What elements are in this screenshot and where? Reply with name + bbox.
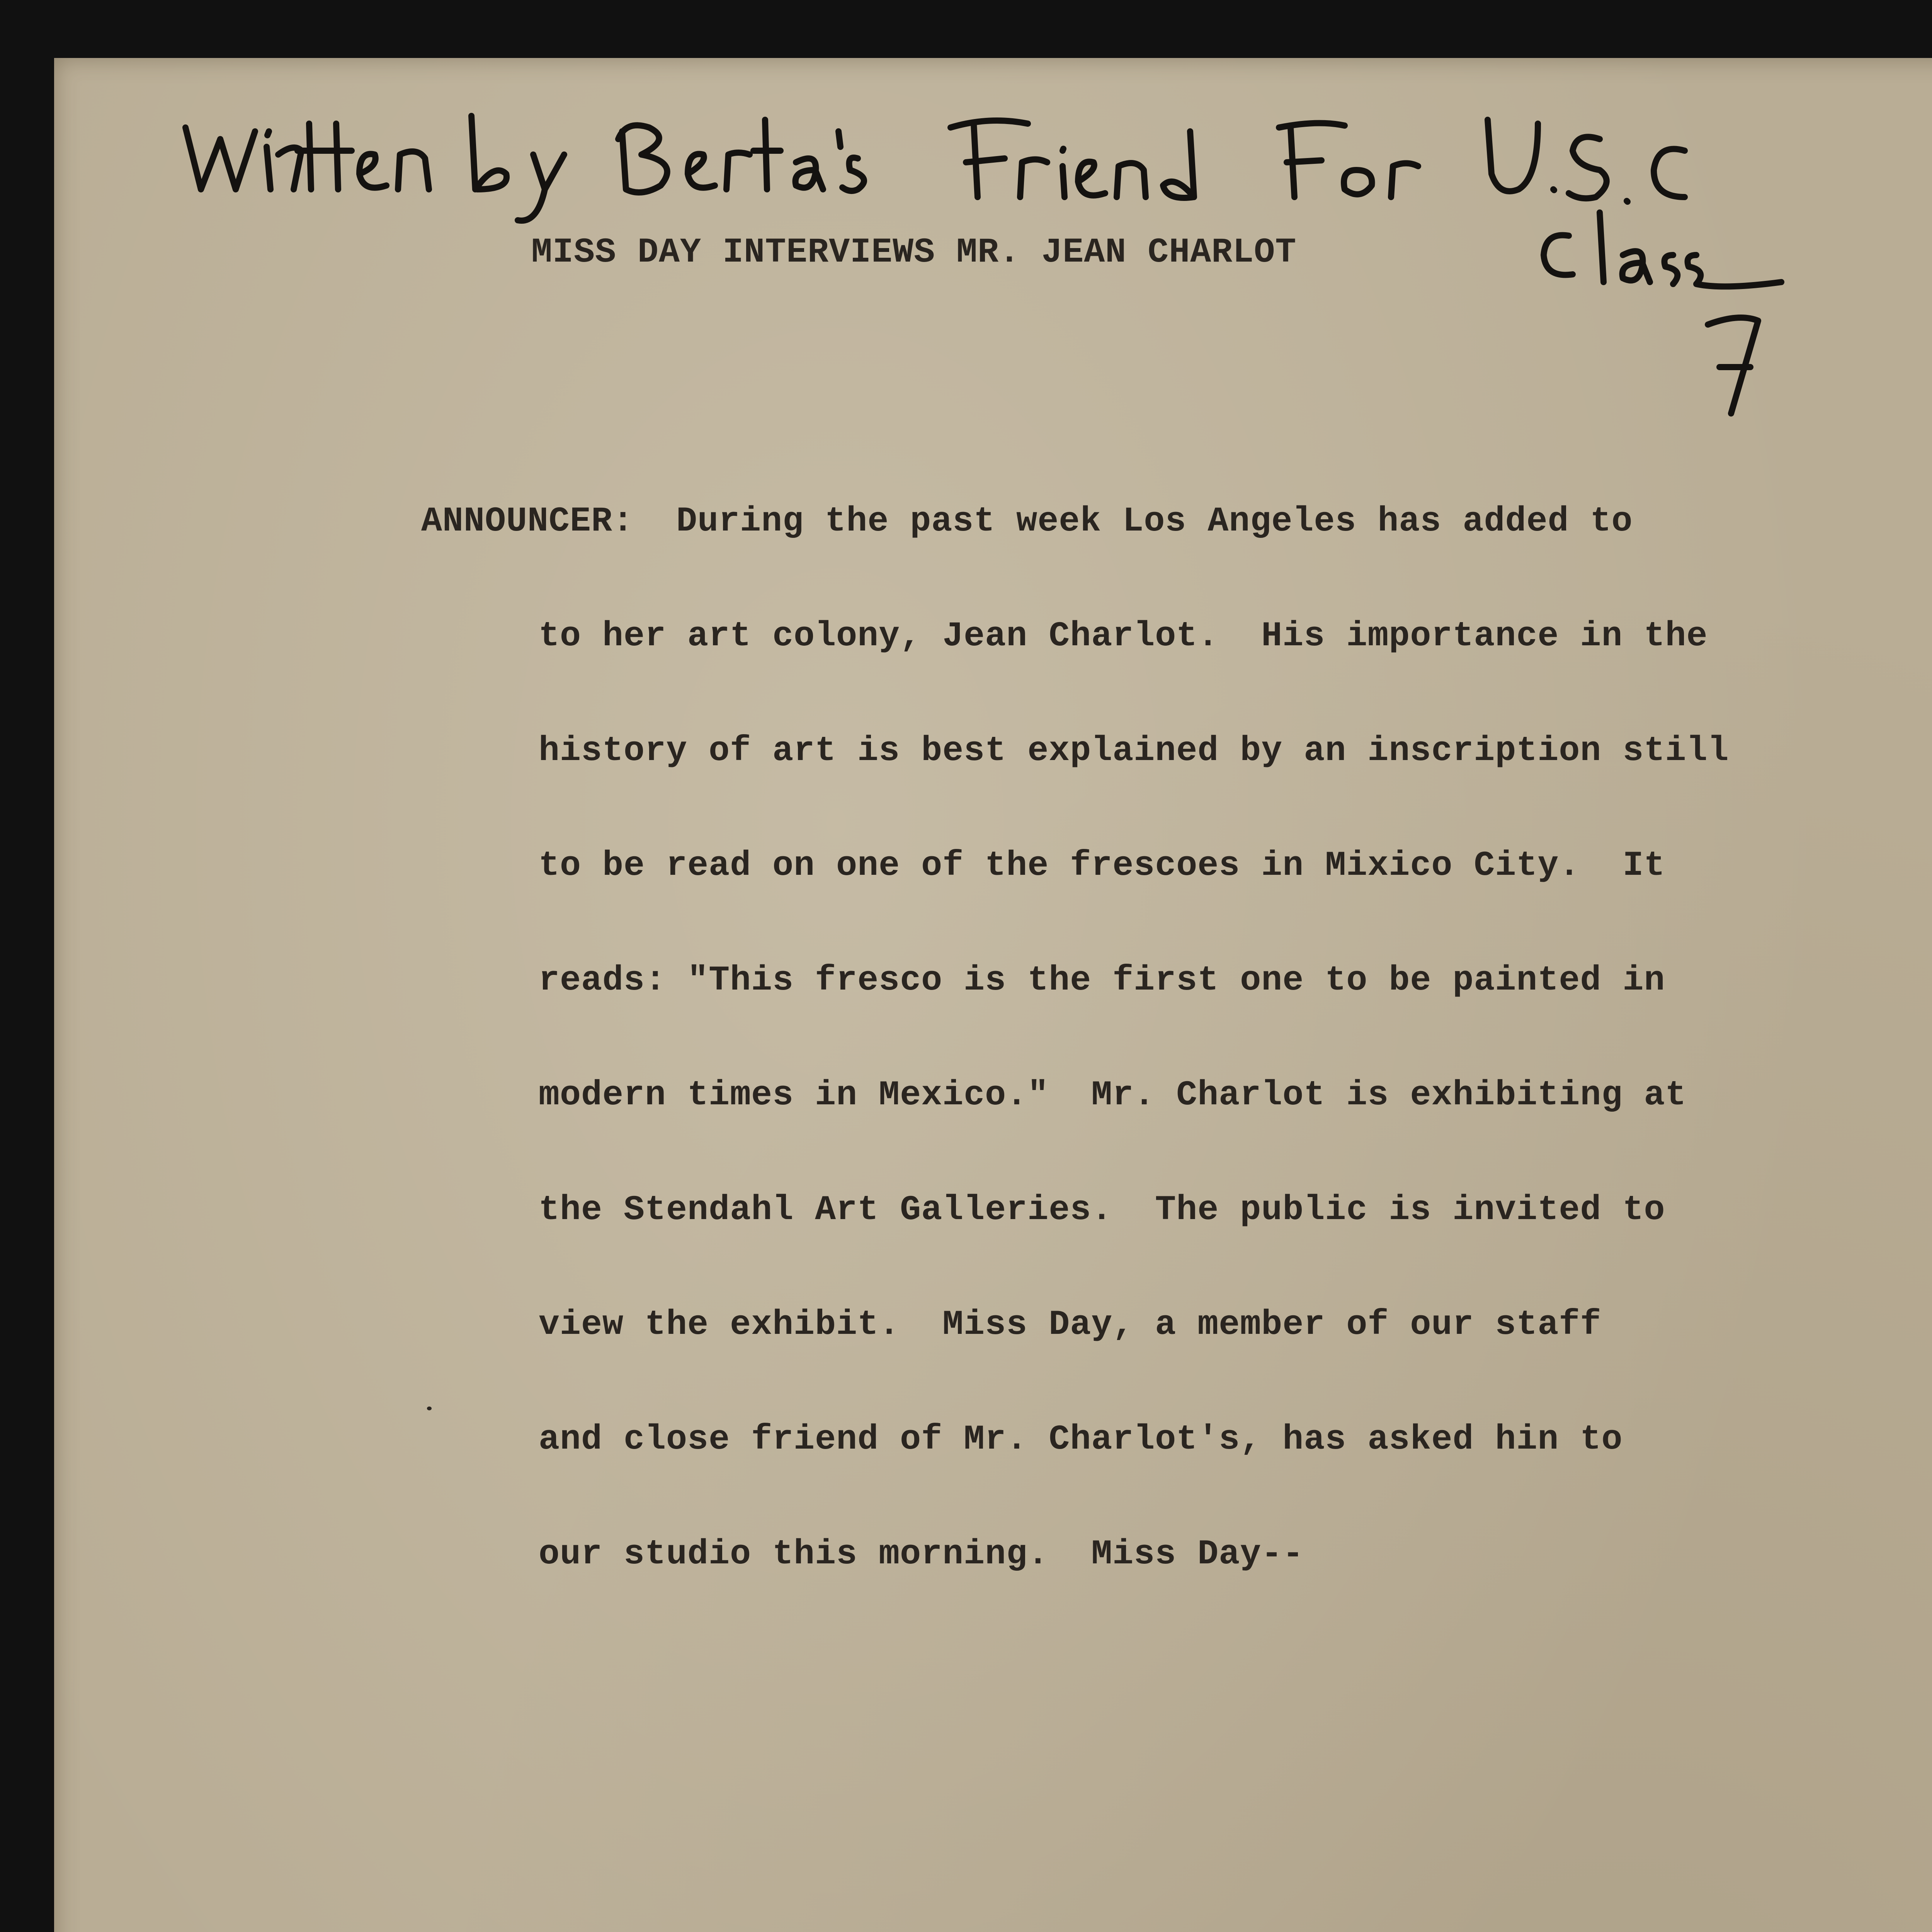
interview-script (421, 350, 1729, 1932)
dialogue-line: to her art colony, Jean Charlot. His importance in the (539, 617, 1708, 656)
document-title: MISS DAY INTERVIEWS MR. JEAN CHARLOT (531, 233, 1297, 272)
dialogue-line: reads: "This fresco is the first one to be painted in (539, 961, 1665, 1000)
document-page (54, 58, 1932, 1932)
dialogue-line: and close friend of Mr. Charlot's, has asked hin to (539, 1420, 1623, 1459)
dialogue-line: to be read on one of the frescoes in Mixico City. It (539, 846, 1665, 886)
dialogue-line: modern times in Mexico." Mr. Charlot is exhibiting at (539, 1076, 1687, 1115)
dialogue-line: the Stendahl Art Galleries. The public is invited to (539, 1190, 1665, 1230)
speaker-label: ANNOUNCER: (421, 502, 634, 541)
dialogue-first-line: ANNOUNCER: During the past week Los Angeles has added to (421, 502, 1633, 541)
dialogue-line: view the exhibit. Miss Day, a member of our staff (539, 1305, 1602, 1345)
dialogue-entry-day (421, 1879, 1729, 1932)
ink-speck (427, 1406, 432, 1410)
dialogue-entry-announcer (421, 426, 1729, 1650)
dialogue-line: our studio this morning. Miss Day-- (539, 1535, 1304, 1574)
paragraph-gap (421, 1727, 1729, 1765)
dialogue-line: history of art is best explained by an inscription still (539, 731, 1729, 771)
